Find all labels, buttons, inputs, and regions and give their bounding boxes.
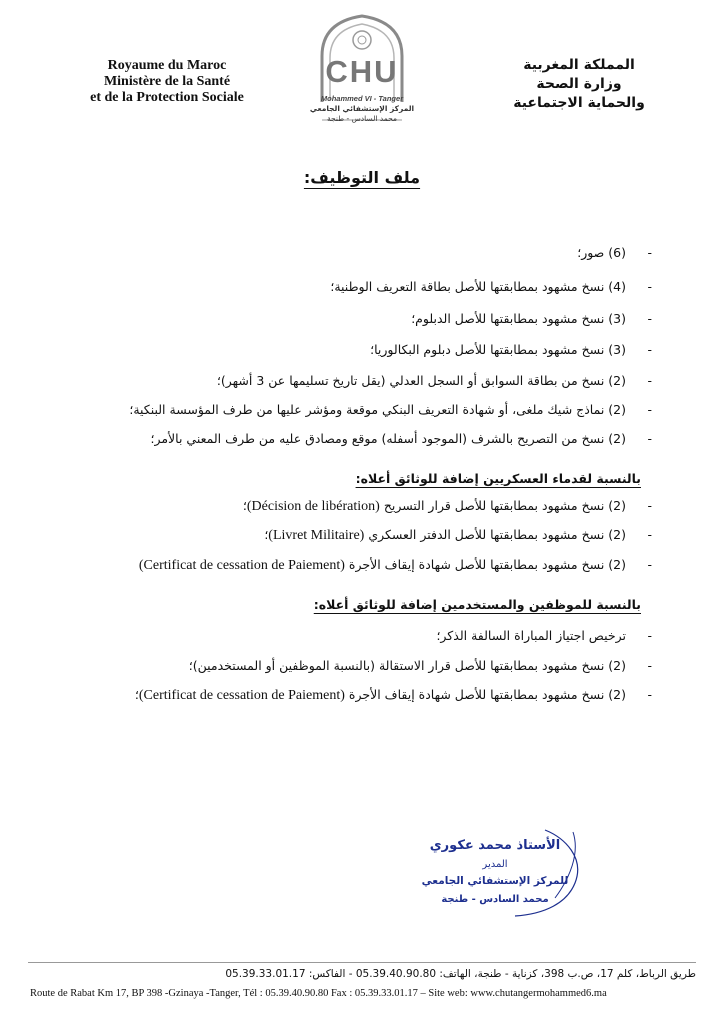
item-text-fr: (Certificat de cessation de Paiement) bbox=[138, 558, 345, 573]
item-text-ar: (2) نسخ مشهود بمطابقتها للأصل قرار الاستقالة (بالنسبة الموظفين أو المستخدمين)؛ bbox=[188, 658, 626, 673]
signatory-role: المدير bbox=[482, 859, 508, 870]
item-end: ؛ bbox=[134, 687, 139, 702]
ministry-name-ar-2: والحماية الاجتماعية bbox=[513, 95, 645, 111]
logo-subtitle-fr: Mohammed VI - Tanger bbox=[320, 94, 404, 103]
section-heading-employees: بالنسبة للموظفين والمستخدمين إضافة للوثائق أعلاه: bbox=[313, 597, 641, 612]
list-item: - (6) صور؛ bbox=[66, 244, 626, 262]
item-text-ar: ترخيص اجتياز المباراة السالفة الذكر؛ bbox=[436, 628, 626, 643]
item-text-fr: (Décision de libération) bbox=[246, 499, 380, 514]
item-end: ؛ bbox=[242, 498, 247, 513]
footer-address-ar: طريق الرباط، كلم 17، ص.ب 398، كزناية - طنجة، الهاتف: 05.39.40.90.80 - الفاكس: 05.39.33.01.17 bbox=[225, 968, 696, 980]
list-item bbox=[66, 657, 626, 675]
ministry-name-fr-2: et de la Protection Sociale bbox=[90, 90, 244, 105]
ministry-name-ar: وزارة الصحة bbox=[536, 76, 622, 92]
logo-subtitle-ar-2: محمد السادس - طنجة bbox=[327, 114, 397, 123]
item-text-ar: (2) نسخ مشهود بمطابقتها للأصل قرار التسريح bbox=[383, 498, 626, 513]
kingdom-name-ar: المملكة المغربية bbox=[523, 57, 635, 73]
item-end: ؛ bbox=[264, 527, 269, 542]
list-item: - (2) نماذج شيك ملغى، أو شهادة التعريف البنكي موقعة ومؤشر عليها من طرف المؤسسة البنكية؛ bbox=[66, 401, 626, 419]
list-item: - (2) نسخ من بطاقة السوابق أو السجل العدلي (يقل تاريخ تسليمها عن 3 أشهر)؛ bbox=[66, 372, 626, 390]
signatory-org-1: للمركز الإستشفائي الجامعي bbox=[421, 875, 569, 887]
document-title: ملف التوظيف: bbox=[303, 168, 421, 187]
item-text-fr: (Livret Militaire) bbox=[268, 528, 365, 543]
list-item: - (4) نسخ مشهود بمطابقتها للأصل بطاقة التعريف الوطنية؛ bbox=[66, 278, 626, 296]
logo-subtitle-ar-1: المركز الإستشفائي الجامعي bbox=[309, 104, 415, 113]
list-item: - (3) نسخ مشهود بمطابقتها للأصل الدبلوم؛ bbox=[66, 310, 626, 328]
logo-mark: CHU bbox=[325, 54, 399, 89]
list-item bbox=[66, 556, 626, 575]
list-item bbox=[66, 497, 626, 516]
footer-address-fr: Route de Rabat Km 17, BP 398 -Gzinaya -Tanger, Tél : 05.39.40.90.80 Fax : 05.39.33.01.17 – Site web: www.chutangermohammed6.ma bbox=[30, 988, 607, 999]
item-text-ar: (2) نسخ مشهود بمطابقتها للأصل الدفتر العسكري bbox=[368, 527, 626, 542]
item-text-ar: (2) نسخ مشهود بمطابقتها للأصل شهادة إيقاف الأجرة bbox=[348, 557, 626, 572]
footer-divider bbox=[28, 962, 696, 963]
header-french-block bbox=[72, 58, 262, 106]
signatory-org-2: محمد السادس - طنجة bbox=[441, 894, 549, 905]
list-item bbox=[66, 627, 626, 645]
list-item: - (3) نسخ مشهود بمطابقتها للأصل دبلوم البكالوريا؛ bbox=[66, 341, 626, 359]
list-item bbox=[66, 526, 626, 545]
list-item bbox=[66, 686, 626, 705]
section-heading-military: بالنسبة لقدماء العسكريين إضافة للوثائق أعلاه: bbox=[355, 471, 641, 486]
director-signature-stamp bbox=[395, 828, 605, 918]
header-arabic-block bbox=[494, 56, 664, 113]
item-text-ar: (2) نسخ مشهود بمطابقتها للأصل شهادة إيقاف الأجرة bbox=[348, 687, 626, 702]
list-item: - (2) نسخ من التصريح بالشرف (الموجود أسفله) موقع ومصادق عليه من طرف المعني بالأمر؛ bbox=[66, 430, 626, 448]
signatory-name: الأستاذ محمد عكوري bbox=[429, 838, 561, 853]
item-text-fr: (Certificat de cessation de Paiement) bbox=[138, 688, 345, 703]
chu-logo bbox=[300, 12, 424, 124]
kingdom-name-fr: Royaume du Maroc bbox=[107, 58, 227, 73]
ministry-name-fr: Ministère de la Santé bbox=[103, 74, 231, 89]
